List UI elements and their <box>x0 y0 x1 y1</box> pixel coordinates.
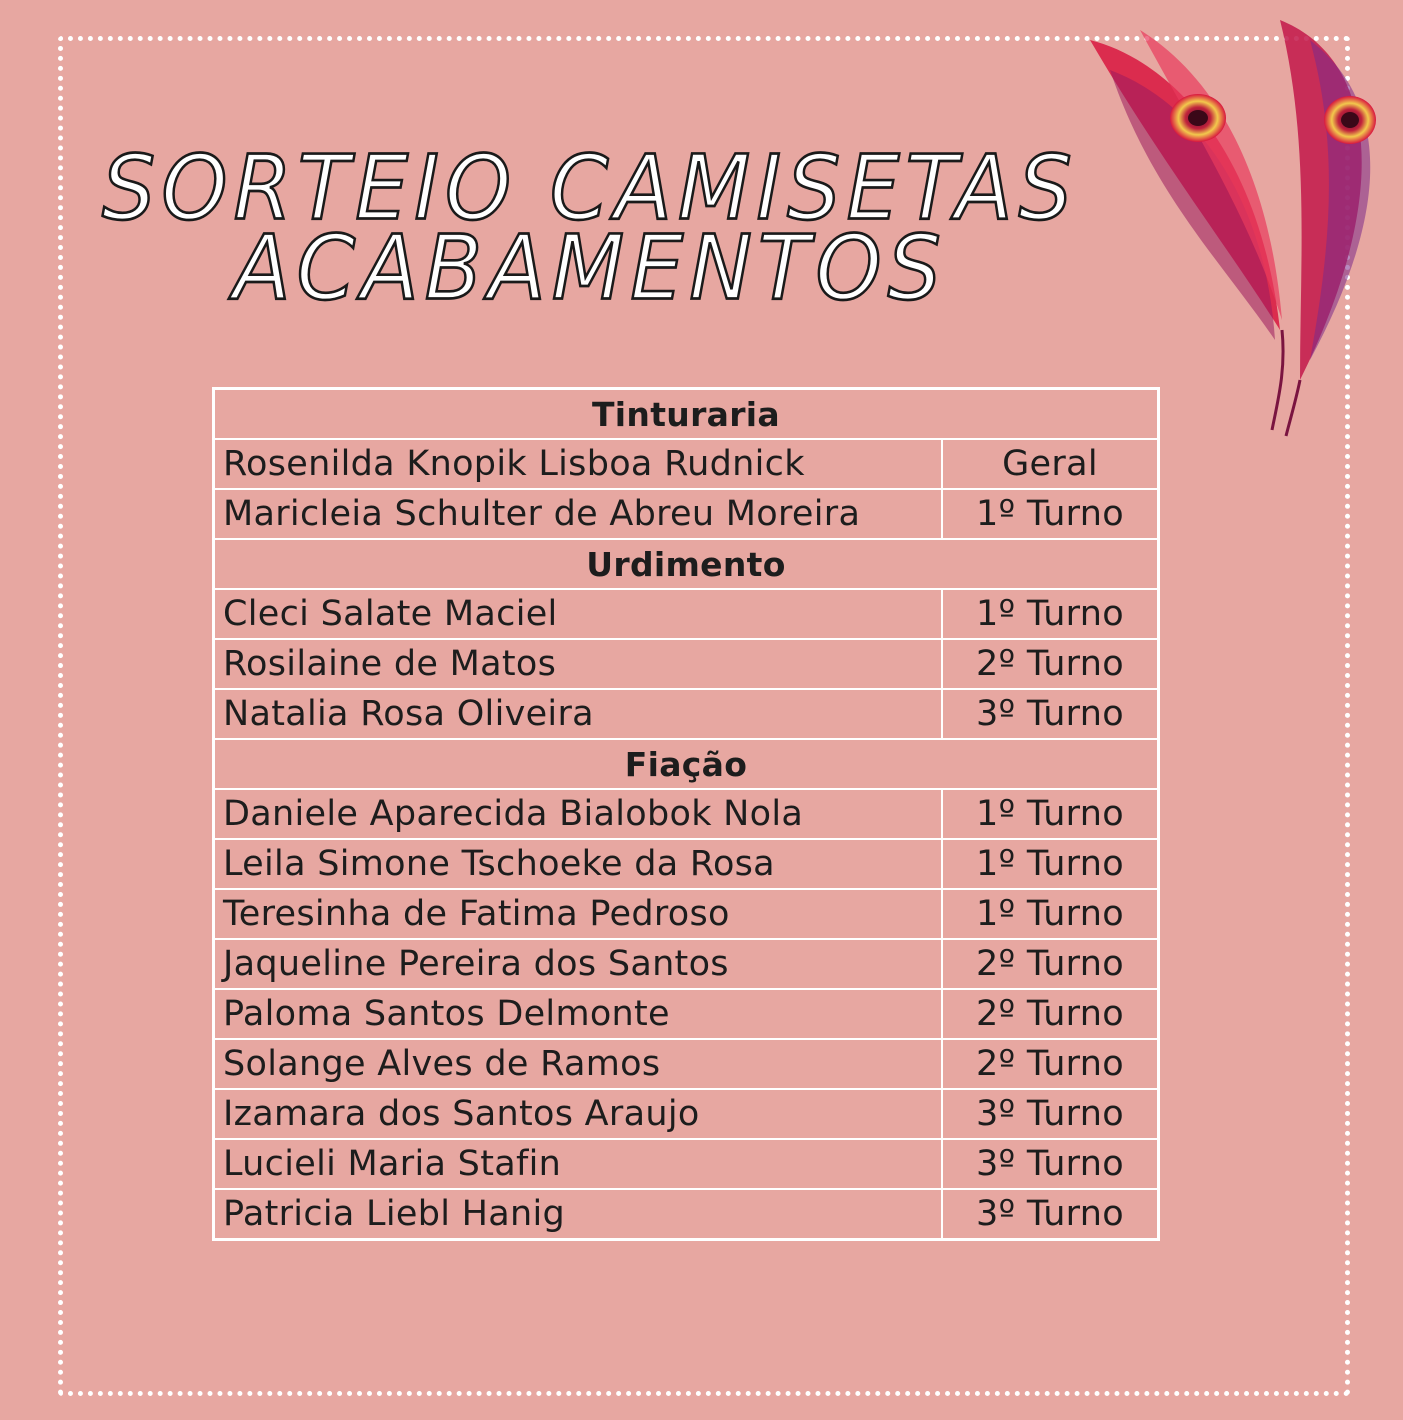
winner-shift: 1º Turno <box>942 789 1159 839</box>
winner-name: Cleci Salate Maciel <box>214 589 943 639</box>
feather-right <box>1280 20 1376 436</box>
feather-left <box>1090 30 1283 430</box>
winner-name: Daniele Aparecida Bialobok Nola <box>214 789 943 839</box>
page-title-line1: SORTEIO CAMISETAS <box>102 136 1078 240</box>
section-header-row <box>214 389 1159 440</box>
winner-shift: 1º Turno <box>942 589 1159 639</box>
table-row <box>214 439 1159 489</box>
winner-shift: 2º Turno <box>942 939 1159 989</box>
table-row <box>214 939 1159 989</box>
table-row <box>214 989 1159 1039</box>
table-row <box>214 1039 1159 1089</box>
table-row <box>214 1139 1159 1189</box>
table-row <box>214 789 1159 839</box>
page-title-line2: ACABAMENTOS <box>233 216 947 320</box>
winner-name: Maricleia Schulter de Abreu Moreira <box>214 489 943 539</box>
winner-shift: 3º Turno <box>942 1139 1159 1189</box>
winner-name: Patricia Liebl Hanig <box>214 1189 943 1240</box>
winner-name: Leila Simone Tschoeke da Rosa <box>214 839 943 889</box>
winner-shift: 3º Turno <box>942 689 1159 739</box>
winner-name: Rosenilda Knopik Lisboa Rudnick <box>214 439 943 489</box>
winner-shift: 1º Turno <box>942 889 1159 939</box>
winner-name: Natalia Rosa Oliveira <box>214 689 943 739</box>
table-row <box>214 489 1159 539</box>
winner-shift: Geral <box>942 439 1159 489</box>
section-title: Fiação <box>214 739 1159 789</box>
winner-name: Solange Alves de Ramos <box>214 1039 943 1089</box>
section-title: Tinturaria <box>214 389 1159 440</box>
winner-name: Rosilaine de Matos <box>214 639 943 689</box>
winner-name: Teresinha de Fatima Pedroso <box>214 889 943 939</box>
table-row <box>214 1089 1159 1139</box>
table-row <box>214 889 1159 939</box>
winner-shift: 3º Turno <box>942 1089 1159 1139</box>
table-row <box>214 689 1159 739</box>
section-title: Urdimento <box>214 539 1159 589</box>
winner-name: Izamara dos Santos Araujo <box>214 1089 943 1139</box>
table-row <box>214 1189 1159 1240</box>
table-row <box>214 639 1159 689</box>
winner-shift: 2º Turno <box>942 989 1159 1039</box>
winner-shift: 1º Turno <box>942 489 1159 539</box>
winner-shift: 1º Turno <box>942 839 1159 889</box>
winner-name: Paloma Santos Delmonte <box>214 989 943 1039</box>
section-header-row <box>214 539 1159 589</box>
table-row <box>214 589 1159 639</box>
section-header-row <box>214 739 1159 789</box>
winner-shift: 2º Turno <box>942 639 1159 689</box>
winner-name: Lucieli Maria Stafin <box>214 1139 943 1189</box>
winners-table <box>212 387 1160 1241</box>
winner-shift: 3º Turno <box>942 1189 1159 1240</box>
peacock-feathers-icon <box>1050 0 1403 440</box>
winner-shift: 2º Turno <box>942 1039 1159 1089</box>
table-row <box>214 839 1159 889</box>
winner-name: Jaqueline Pereira dos Santos <box>214 939 943 989</box>
